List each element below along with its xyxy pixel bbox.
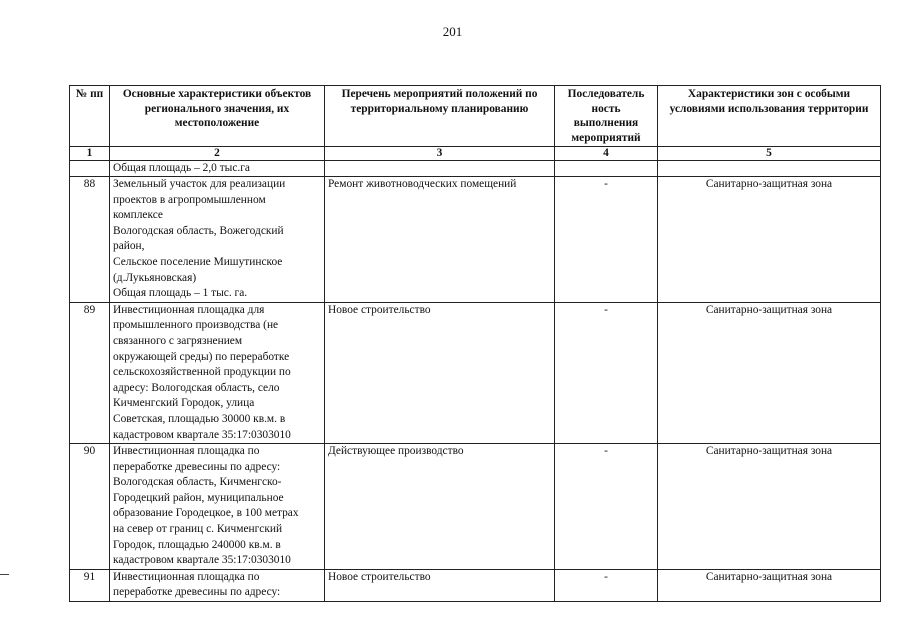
- description-line: Советская, площадью 30000 кв.м. в: [113, 412, 286, 425]
- header-cell-measures: Перечень мероприятий положений по территориальному планированию: [325, 86, 555, 147]
- table-cell: [325, 161, 555, 177]
- row-number: 91: [70, 569, 110, 601]
- description-line: Инвестиционная площадка по: [113, 570, 260, 583]
- column-number: 2: [110, 147, 325, 161]
- description-line: район,: [113, 240, 145, 253]
- description-line: на север от границ с. Кичменгский: [113, 523, 283, 536]
- column-number: 3: [325, 147, 555, 161]
- continuation-row: [70, 161, 881, 177]
- description-line: образование Городецкое, в 100 метрах: [113, 507, 299, 520]
- table-row: [70, 444, 881, 570]
- description-line: проектов в агропромышленном: [113, 193, 266, 206]
- zone-cell: Санитарно-защитная зона: [658, 569, 881, 601]
- column-numbers-row: [70, 147, 881, 161]
- header-cell-zones: Характеристики зон с особыми условиями использования территории: [658, 86, 881, 147]
- description-line: Инвестиционная площадка по: [113, 445, 260, 458]
- continuation-desc: Общая площадь – 2,0 тыс.га: [110, 161, 325, 177]
- table-cell: [70, 161, 110, 177]
- sequence-cell: -: [555, 177, 658, 303]
- sequence-cell: -: [555, 569, 658, 601]
- sequence-cell: -: [555, 444, 658, 570]
- table-row: [70, 569, 881, 601]
- description-line: кадастровом квартале 35:17:0303010: [113, 428, 291, 441]
- header-cell-sequence: Последователь ность выполнения мероприятий: [555, 86, 658, 147]
- object-description: [110, 444, 325, 570]
- column-number: 1: [70, 147, 110, 161]
- table-cell: [555, 161, 658, 177]
- table-header-row: [70, 86, 881, 147]
- measures-cell: Ремонт животноводческих помещений: [325, 177, 555, 303]
- description-line: (д.Лукьяновская): [113, 271, 197, 284]
- object-description: [110, 302, 325, 443]
- table-cell: [658, 161, 881, 177]
- description-line: промышленного производства (не: [113, 319, 279, 332]
- description-line: Городок, площадью 240000 кв.м. в: [113, 538, 281, 551]
- page-number: 201: [442, 24, 463, 39]
- description-line: связанного с загрязнением: [113, 334, 243, 347]
- description-line: Вологодская область, Кичменгско-: [113, 476, 282, 489]
- planning-table: [69, 85, 881, 602]
- description-line: Земельный участок для реализации: [113, 178, 286, 190]
- zone-cell: Санитарно-защитная зона: [658, 444, 881, 570]
- sequence-cell: -: [555, 302, 658, 443]
- description-line: переработке древесины по адресу:: [113, 586, 281, 599]
- row-number: 89: [70, 302, 110, 443]
- description-line: Вологодская область, Вожегодский: [113, 224, 284, 237]
- column-number: 5: [658, 147, 881, 161]
- object-description: [110, 177, 325, 303]
- table-row: [70, 302, 881, 443]
- description-line: Сельское поселение Мишутинское: [113, 255, 283, 268]
- header-cell-number: № пп: [70, 86, 110, 147]
- description-line: Общая площадь – 1 тыс. га.: [113, 287, 248, 300]
- measures-cell: Новое строительство: [325, 302, 555, 443]
- description-line: Инвестиционная площадка для: [113, 303, 265, 316]
- description-line: переработке древесины по адресу:: [113, 460, 281, 473]
- table-row: [70, 177, 881, 303]
- description-line: комплексе: [113, 209, 163, 222]
- description-line: адресу: Вологодская область, село: [113, 381, 280, 394]
- description-line: кадастровом квартале 35:17:0303010: [113, 554, 291, 567]
- description-line: сельскохозяйственной продукции по: [113, 366, 291, 379]
- zone-cell: Санитарно-защитная зона: [658, 177, 881, 303]
- measures-cell: Новое строительство: [325, 569, 555, 601]
- row-number: 88: [70, 177, 110, 303]
- column-number: 4: [555, 147, 658, 161]
- zone-cell: Санитарно-защитная зона: [658, 302, 881, 443]
- description-line: Кичменгский Городок, улица: [113, 397, 255, 410]
- measures-cell: Действующее производство: [325, 444, 555, 570]
- object-description: [110, 569, 325, 601]
- margin-mark: [0, 574, 9, 575]
- row-number: 90: [70, 444, 110, 570]
- description-line: окружающей среды) по переработке: [113, 350, 290, 363]
- description-line: Городецкий район, муниципальное: [113, 491, 284, 504]
- header-cell-characteristics: Основные характеристики объектов регионального значения, их местоположение: [110, 86, 325, 147]
